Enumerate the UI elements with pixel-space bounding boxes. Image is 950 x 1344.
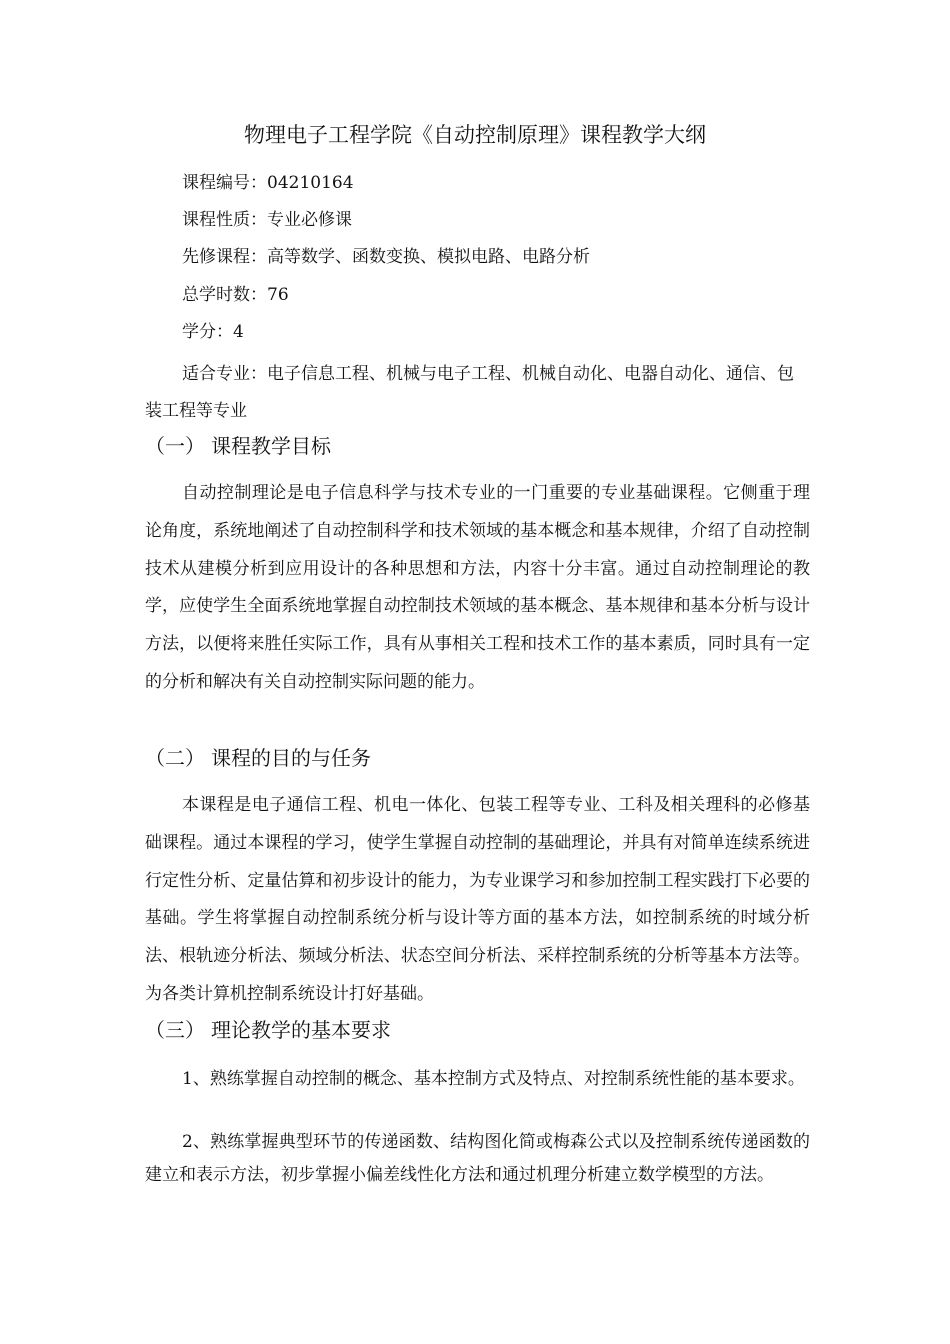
credits: 学分：4 <box>182 322 244 342</box>
section-heading-1 <box>145 431 810 461</box>
applicable-majors: 适合专业：电子信息工程、机械与电子工程、机械自动化、电器自动化、通信、包装工程等专业 <box>145 364 794 421</box>
section-title: 课程教学目标 <box>211 434 331 458</box>
section-title: 课程的目的与任务 <box>211 746 371 770</box>
requirement-item-1: 1、熟练掌握自动控制的概念、基本控制方式及特点、对控制系统性能的基本要求。 <box>182 1069 805 1089</box>
requirement-item-2: 2、熟练掌握典型环节的传递函数、结构图化简或梅森公式以及控制系统传递函数的建立和表示方法，初步掌握小偏差线性化方法和通过机理分析建立数学模型的方法。 <box>145 1132 810 1185</box>
section-number: （一） <box>145 434 205 458</box>
section-title: 理论教学的基本要求 <box>211 1018 391 1042</box>
document-title: 物理电子工程学院《自动控制原理》课程教学大纲 <box>244 123 706 147</box>
section-number: （三） <box>145 1018 205 1042</box>
prerequisites: 先修课程：高等数学、函数变换、模拟电路、电路分析 <box>182 247 590 267</box>
section-number: （二） <box>145 746 205 770</box>
course-type: 课程性质：专业必修课 <box>182 210 352 230</box>
section-heading-3 <box>145 1015 810 1045</box>
total-hours: 总学时数：76 <box>182 285 289 305</box>
section-2-body: 本课程是电子通信工程、机电一体化、包装工程等专业、工科及相关理科的必修基础课程。通过本课程的学习，使学生掌握自动控制的基础理论，并具有对简单连续系统进行定性分析、定量估算和初步设计的能力，为专业课学习和参加控制工程实践打下必要的基础。学生将掌握自动控制系统分析与设计等方面的基本方法，如控制系统的时域分析法、根轨迹分析法、频域分析法、状态空间分析法、采样控制系统的分析等基本方法等。为各类计算机控制系统设计打好基础。 <box>145 795 810 1004</box>
course-code: 课程编号：04210164 <box>182 173 354 193</box>
section-1-body: 自动控制理论是电子信息科学与技术专业的一门重要的专业基础课程。它侧重于理论角度，系统地阐述了自动控制科学和技术领域的基本概念和基本规律，介绍了自动控制技术从建模分析到应用设计的各种思想和方法，内容十分丰富。通过自动控制理论的教学，应使学生全面系统地掌握自动控制技术领域的基本概念、基本规律和基本分析与设计方法，以便将来胜任实际工作，具有从事相关工程和技术工作的基本素质，同时具有一定的分析和解决有关自动控制实际问题的能力。 <box>145 483 810 692</box>
section-heading-2 <box>145 743 810 773</box>
